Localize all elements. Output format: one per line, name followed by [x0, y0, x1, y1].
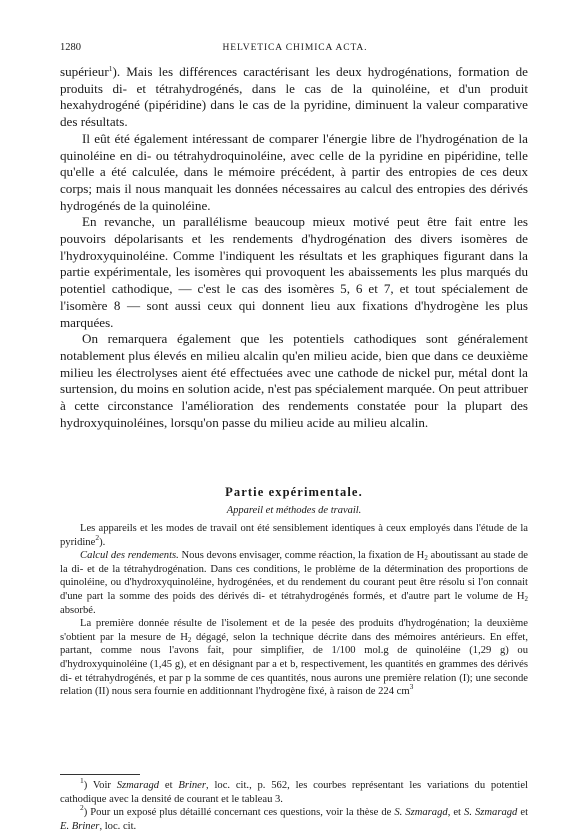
- paragraph-1: [60, 64, 528, 131]
- small-paragraph-1: [60, 522, 528, 549]
- superscript: 3: [409, 682, 414, 692]
- paragraph-text: ).: [99, 536, 106, 548]
- footnote-text: et: [517, 807, 529, 819]
- footnote-number: 2: [80, 803, 84, 813]
- paragraph-3: En revanche, un parallélisme beaucoup mieux motivé peut être fait entre les pouvoirs dépolarisants et les rendements d'hydrogénation des divers isomères de l'hydroxyquinoléine. Comme l'indiquent les résultats et les graphiques figurant dans la partie expérimentale, les isomères qui provoquent les abaissements les plus marqués du potentiel cathodique, — c'est le cas des isomères 5, 6 et 7, et tout spécialement de l'isomère 8 — sont aussi ceux qui donnent lieu aux fixations d'hydrogène les plus marquées.: [60, 214, 528, 330]
- paragraph-text: aboutissant au stade de la di- et de la tétrahydrogénation. Dans ces conditions, le problème de la détermination des proportions de quinoléine, ou d'hydroxyquinoléine, hydrogénées, et du rendement du courant peut être résolu si l'on connait d'une part la somme des poids des dérivés di- et tétrahydrogénés formés, et d'autre part le volume de H: [60, 550, 528, 602]
- footnote-ref: 2: [95, 532, 100, 542]
- section-subtitle: Appareil et méthodes de travail.: [226, 505, 362, 516]
- author-name: S. Szmaragd: [464, 807, 518, 819]
- footnote-text: , loc. cit., p. 562, les courbes représentant les variations du potentiel cathodique avec la densité de courant et le tableau 3.: [60, 780, 528, 805]
- page-number: 1280: [60, 42, 81, 53]
- footnote-2: [60, 803, 529, 833]
- footnote-1: [60, 776, 528, 806]
- footnote-text: ) Voir: [83, 780, 117, 791]
- author-name: Briner: [178, 780, 207, 791]
- footnotes: [60, 776, 529, 833]
- footnote-number: 1: [80, 776, 84, 785]
- section-title: Partie expérimentale.: [225, 485, 363, 499]
- paragraph-text: dégagé, selon la technique décrite dans des mémoires antérieurs. En effet, partant, comme nous l'avons fait, pour simplifier, de 1/100 mol.g de quinoléine (1,29 g) ou d'hydroxyquinoléine (1,45 g), et en désignant par a et b, respectivement, les quantités en grammes des dérivés di- et tétrahydrogénés, et par p la somme de ces quantités, nous aurons une première relation (I); une seconde relation (II) nous sera fournie en additionnant l'hydrogène fixé, à raison de 224 cm: [60, 631, 528, 698]
- footnote-text: ) Pour un exposé plus détaillé concernant ces questions, voir la thèse de: [83, 807, 395, 819]
- journal-title: HELVETICA CHIMICA ACTA.: [222, 43, 368, 53]
- footnote-ref: 1: [108, 64, 113, 73]
- paragraph-4: On remarquera également que les potentiels cathodiques sont généralement notablement plus élevés en milieu alcalin qu'en milieu acide, bien que dans ce deuxième milieu les électrolyses aient été effectuées avec une cathode de nickel pur, métal dont la surtension, du moins en solution acide, n'est pas spécialement marquée. On peut attribuer à cette circonstance l'amélioration des rendements constatée pour la plupart des hydroxyquinoléines, lorsqu'on passe du milieu acide au milieu alcalin.: [60, 331, 528, 430]
- experimental-text: [60, 522, 528, 699]
- subscript: 2: [524, 594, 528, 603]
- subscript: 2: [424, 554, 428, 563]
- subscript: 2: [187, 635, 192, 644]
- footnote-text: , loc. cit.: [99, 820, 137, 832]
- footnote-text: , et: [447, 807, 465, 819]
- author-name: Szmaragd: [116, 780, 160, 791]
- paragraph-text: Les appareils et les modes de travail ont été sensiblement identiques à ceux employés dans l'étude de la pyridine: [60, 523, 528, 548]
- run-in-heading: Calcul des rendements.: [80, 550, 179, 562]
- paragraph-2: Il eût été également intéressant de comparer l'énergie libre de l'hydrogénation de la quinoléine en di- ou tétrahydroquinoléine, avec celle de la pyridine en pipéridine, telle qu'elle a été calculée, dans le mémoire précédent, à partir des entropies de ces deux corps; mais il nous manquait les données nécessaires au calcul des entropies des dérivés hydrogénés de la quinoléine.: [60, 130, 528, 213]
- footnote-text: et: [159, 780, 179, 791]
- paragraph-text: ). Mais les différences caractérisant les deux hydrogénations, formation de produits di- et tétrahydrogénés, dans le cas de la quinoléine, et d'un produit hexahydrogéné (pipéridine) dans le cas de la pyridine, diminuent la valeur comparative des résultats.: [60, 64, 528, 130]
- paragraph-text: supérieur: [60, 64, 109, 79]
- paragraph-text: La première donnée résulte de l'isolement et de la pesée des produits d'hydrogénation; la deuxième s'obtient par la mesure de H: [60, 618, 528, 643]
- author-name: E. Briner: [60, 820, 100, 832]
- small-paragraph-2: [60, 549, 528, 617]
- main-text: [60, 64, 528, 431]
- footnote-divider: [60, 774, 140, 775]
- page-header: [60, 42, 530, 58]
- small-paragraph-3: [60, 617, 528, 699]
- paragraph-text: Nous devons envisager, comme réaction, la fixation de H: [178, 550, 425, 562]
- author-name: S. Szmaragd: [394, 807, 448, 819]
- paragraph-text: absorbé.: [60, 604, 96, 616]
